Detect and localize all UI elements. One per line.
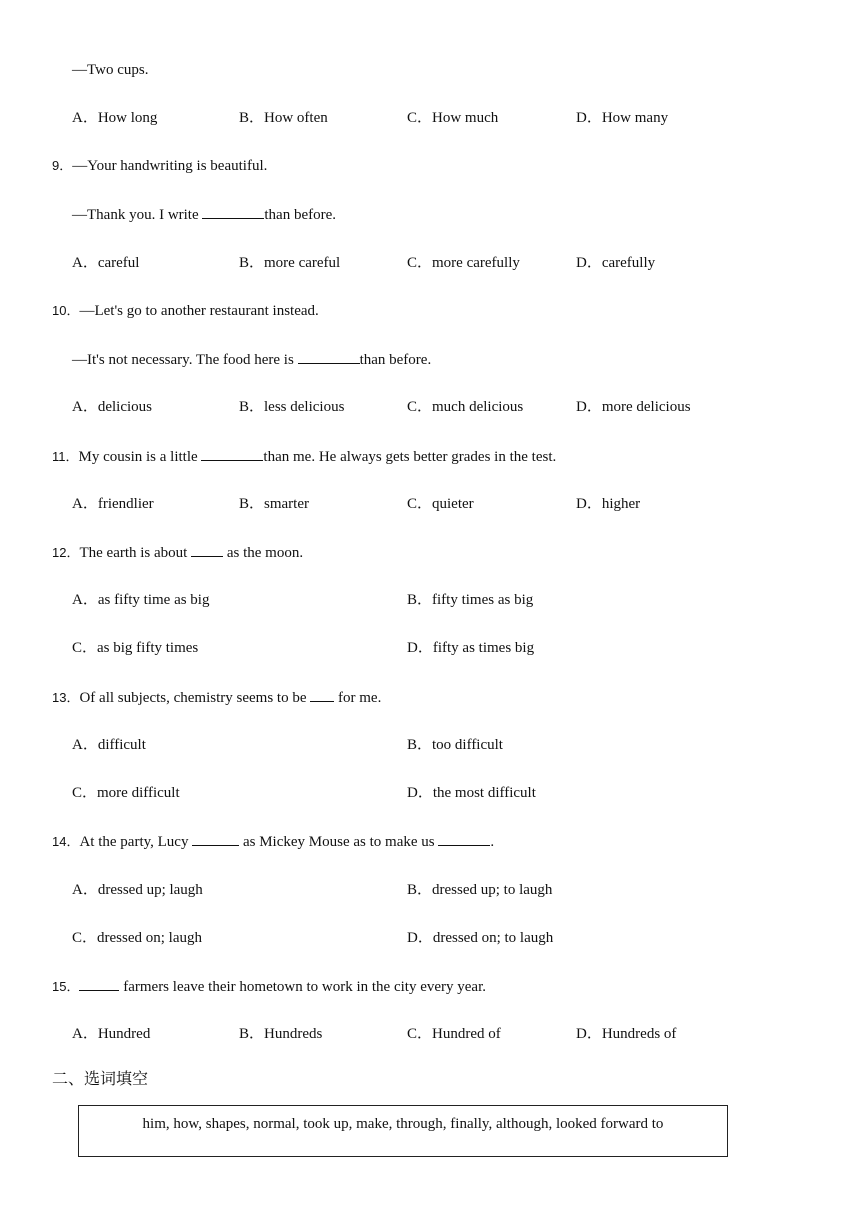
q13-number: 13． xyxy=(52,690,80,705)
q9-line2 xyxy=(72,204,336,225)
q12-option-a[interactable]: A．as fifty time as big xyxy=(72,592,210,608)
q15-post: farmers leave their hometown to work in the city every year. xyxy=(119,979,487,995)
q12-pre: The earth is about xyxy=(79,545,192,561)
section-title: 二、选词填空 xyxy=(52,1069,149,1088)
q13-option-d[interactable]: D．the most difficult xyxy=(407,785,536,801)
q14-stem xyxy=(52,831,494,852)
q8-option-b[interactable]: B．How often xyxy=(239,110,328,126)
q12-blank xyxy=(191,542,223,557)
q9-option-a[interactable]: A．careful xyxy=(72,255,140,271)
q8-option-c[interactable]: C．How much xyxy=(407,110,499,126)
word-bank-box xyxy=(78,1105,728,1157)
q14-option-c[interactable]: C．dressed on; laugh xyxy=(72,930,202,946)
q15-option-c[interactable]: C．Hundred of xyxy=(407,1026,501,1042)
q10-number: 10． xyxy=(52,303,80,318)
q12-option-d[interactable]: D．fifty as times big xyxy=(407,640,535,656)
q9-option-d[interactable]: D．carefully xyxy=(576,255,656,271)
q15-blank xyxy=(79,976,119,991)
q15-stem xyxy=(52,976,486,997)
q15-option-b[interactable]: B．Hundreds xyxy=(239,1026,323,1042)
q13-stem xyxy=(52,687,381,708)
q12-option-c[interactable]: C．as big fifty times xyxy=(72,640,199,656)
q10-option-b[interactable]: B．less delicious xyxy=(239,399,345,415)
q13-pre: Of all subjects, chemistry seems to be xyxy=(79,690,311,706)
q8-option-d[interactable]: D．How many xyxy=(576,110,669,126)
q10-option-c[interactable]: C．much delicious xyxy=(407,399,524,415)
q13-option-c[interactable]: C．more difficult xyxy=(72,785,180,801)
q15-option-a[interactable]: A．Hundred xyxy=(72,1026,151,1042)
q11-pre: My cousin is a little xyxy=(78,449,202,465)
q11-option-a[interactable]: A．friendlier xyxy=(72,496,154,512)
q11-option-d[interactable]: D．higher xyxy=(576,496,641,512)
q10-stem xyxy=(52,301,319,321)
q14-number: 14． xyxy=(52,834,80,849)
q9-stem xyxy=(52,156,267,176)
q12-number: 12． xyxy=(52,545,80,560)
q9-line1: —Your handwriting is beautiful. xyxy=(72,158,268,174)
q9-blank xyxy=(202,204,264,219)
q14-blank-2 xyxy=(438,831,490,846)
q13-option-a[interactable]: A．difficult xyxy=(72,737,146,753)
q10-line1: —Let's go to another restaurant instead. xyxy=(79,303,319,319)
q10-line2-pre: —It's not necessary. The food here is xyxy=(72,352,298,368)
q14-mid: as Mickey Mouse as to make us xyxy=(239,834,439,850)
q13-post: for me. xyxy=(334,690,382,706)
q15-option-d[interactable]: D．Hundreds of xyxy=(576,1026,677,1042)
q12-option-b[interactable]: B．fifty times as big xyxy=(407,592,534,608)
q10-blank xyxy=(298,349,360,364)
q9-option-c[interactable]: C．more carefully xyxy=(407,255,520,271)
q10-option-d[interactable]: D．more delicious xyxy=(576,399,691,415)
q11-number: 11． xyxy=(52,449,79,464)
q9-line2-pre: —Thank you. I write xyxy=(72,207,203,223)
q13-option-b[interactable]: B．too difficult xyxy=(407,737,503,753)
q11-stem xyxy=(52,446,556,467)
word-bank-text: him, how, shapes, normal, took up, make, through, finally, although, looked forward to xyxy=(142,1116,664,1132)
q9-option-b[interactable]: B．more careful xyxy=(239,255,341,271)
q13-blank xyxy=(310,687,334,702)
q8-option-a[interactable]: A．How long xyxy=(72,110,158,126)
q10-line2-post: than before. xyxy=(359,352,432,368)
q14-option-a[interactable]: A．dressed up; laugh xyxy=(72,882,203,898)
q12-stem xyxy=(52,542,303,563)
q9-number: 9． xyxy=(52,158,73,173)
q14-post: . xyxy=(490,834,495,850)
q10-option-a[interactable]: A．delicious xyxy=(72,399,152,415)
q11-post: than me. He always gets better grades in the test. xyxy=(263,449,557,465)
q14-pre: At the party, Lucy xyxy=(79,834,193,850)
q12-post: as the moon. xyxy=(223,545,304,561)
q11-blank xyxy=(201,446,263,461)
q15-number: 15． xyxy=(52,979,80,994)
q11-option-b[interactable]: B．smarter xyxy=(239,496,309,512)
q14-blank-1 xyxy=(192,831,239,846)
q9-line2-post: than before. xyxy=(264,207,337,223)
q11-option-c[interactable]: C．quieter xyxy=(407,496,474,512)
q10-line2 xyxy=(72,349,431,370)
q8-answer-line: —Two cups. xyxy=(72,62,149,78)
q14-option-b[interactable]: B．dressed up; to laugh xyxy=(407,882,553,898)
q14-option-d[interactable]: D．dressed on; to laugh xyxy=(407,930,554,946)
